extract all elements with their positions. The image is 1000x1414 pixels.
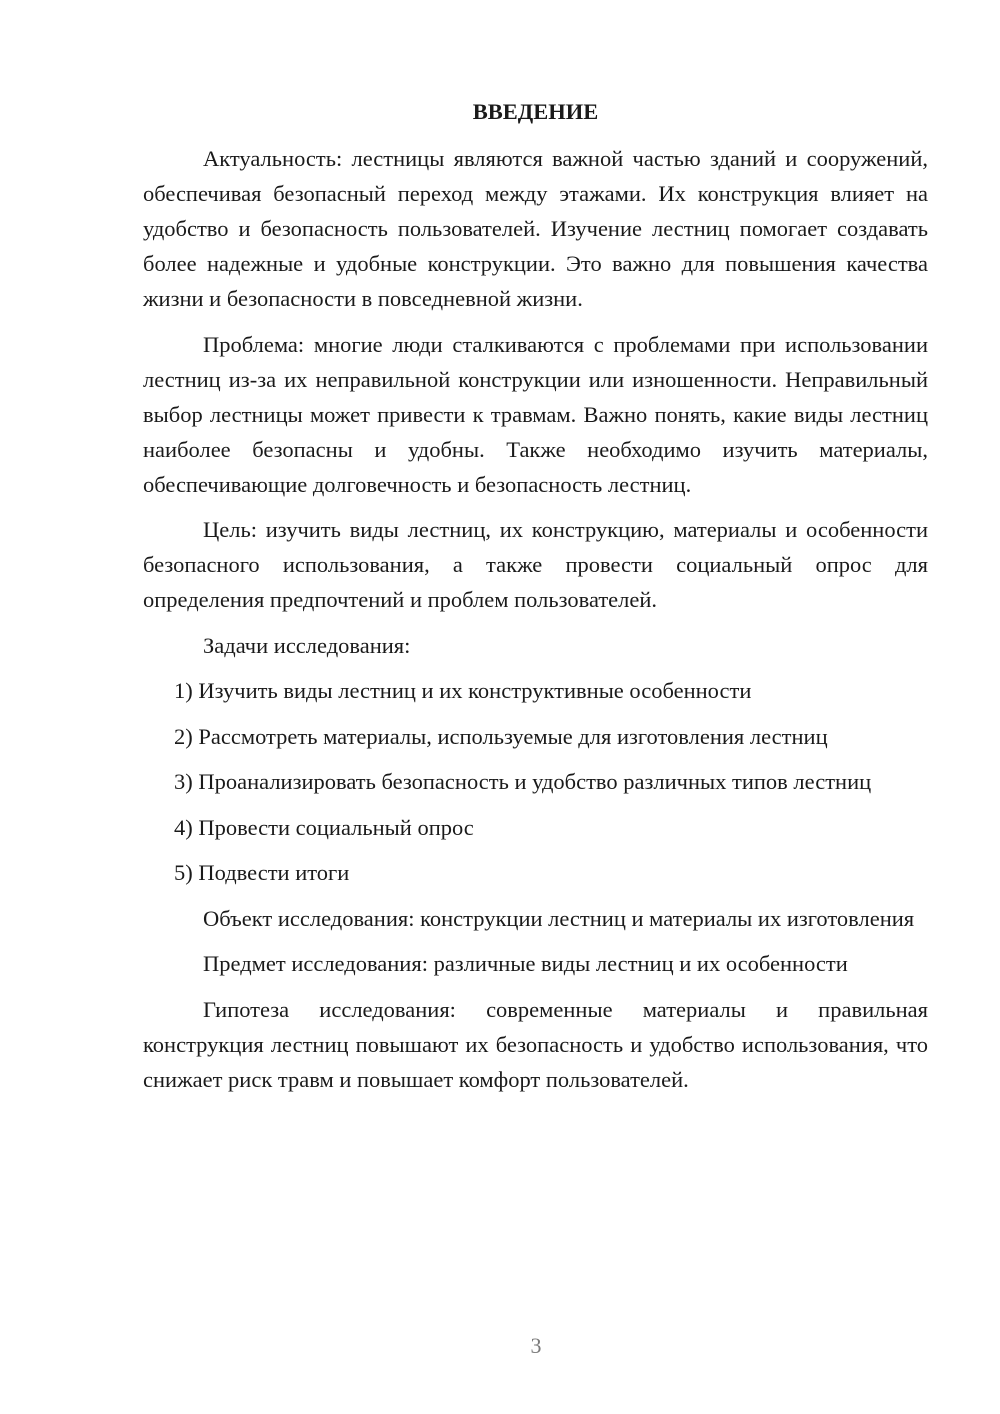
- paragraph-goal: Цель: изучить виды лестниц, их конструкцию, материалы и особенности безопасного использования, а также провести социальный опрос для определения предпочтений и проблем пользователей.: [143, 517, 928, 612]
- page-content: [143, 94, 928, 1107]
- paragraph-relevance: Актуальность: лестницы являются важной частью зданий и сооружений, обеспечивая безопасный переход между этажами. Их конструкция влияет на удобство и безопасность пользователей. Изучение лестниц помогает создавать более надежные и удобные конструкции. Это важно для повышения качества жизни и безопасности в повседневной жизни.: [143, 146, 928, 311]
- paragraph-problem: Проблема: многие люди сталкиваются с проблемами при использовании лестниц из-за их неправильной конструкции или изношенности. Неправильный выбор лестницы может привести к травмам. Важно понять, какие виды лестниц наиболее безопасны и удобны. Также необходимо изучить материалы, обеспечивающие долговечность и безопасность лестниц.: [143, 331, 928, 497]
- paragraph-object: Объект исследования: конструкции лестниц и материалы их изготовления: [203, 905, 915, 931]
- task-item: 1) Изучить виды лестниц и их конструктивные особенности: [174, 678, 752, 703]
- page-number: 3: [530, 1333, 542, 1358]
- paragraph-hypothesis: Гипотеза исследования: современные материалы и правильная конструкция лестниц повышают их безопасность и удобство использования, что снижает риск травм и повышает комфорт пользователей.: [143, 996, 928, 1092]
- page-title: ВВЕДЕНИЕ: [472, 99, 599, 124]
- paragraph-subject: Предмет исследования: различные виды лестниц и их особенности: [203, 951, 848, 976]
- task-item: 5) Подвести итоги: [174, 860, 350, 885]
- task-item: 3) Проанализировать безопасность и удобство различных типов лестниц: [174, 769, 872, 794]
- task-item: 4) Провести социальный опрос: [174, 814, 474, 840]
- paragraph-tasks-heading: Задачи исследования:: [203, 632, 411, 658]
- task-item: 2) Рассмотреть материалы, используемые для изготовления лестниц: [174, 723, 828, 749]
